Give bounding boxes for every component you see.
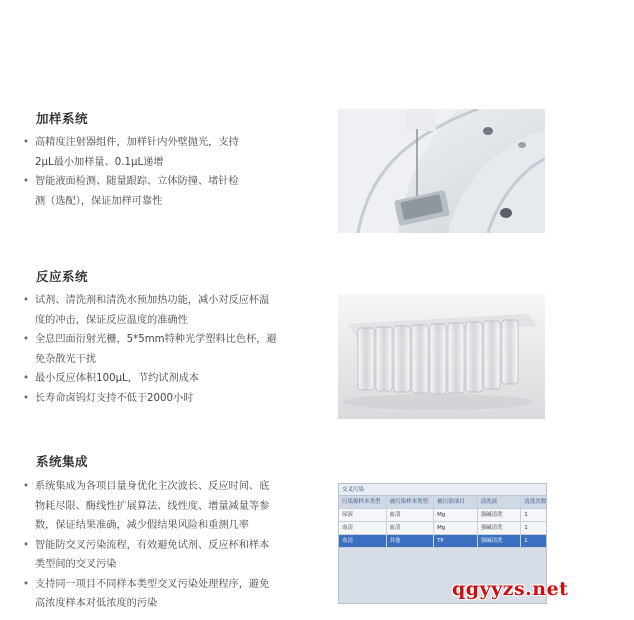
section-title: 系统集成 xyxy=(36,454,89,469)
bullet-item: • 长寿命卤钨灯支持不低于2000小时 xyxy=(22,389,312,409)
bullet-item: • 智能防交叉污染流程，有效避免试剂、反应杯和样本 类型间的交叉污染 xyxy=(22,536,312,575)
table-cell: 强碱清洗 xyxy=(478,535,522,547)
section-title: 加样系统 xyxy=(36,111,89,126)
table-header-cell[interactable]: 清洗次数 xyxy=(524,499,546,505)
table-cell: 血清 xyxy=(339,522,387,534)
bullet-list xyxy=(22,133,312,211)
bullet-list xyxy=(22,477,312,614)
table-row-selected[interactable] xyxy=(339,535,546,548)
table-cell: 1 xyxy=(524,512,528,518)
section-title: 反应系统 xyxy=(36,269,89,284)
table-cell: 血清 xyxy=(387,509,435,521)
cuvette-photo xyxy=(338,294,545,419)
table-header-cell[interactable]: 被污染项目 xyxy=(434,496,478,508)
bullet-item: • 全息凹面衍射光栅，5*5mm特种光学塑料比色杯，避 免杂散光干扰 xyxy=(22,330,312,369)
table-cell: 强碱清洗 xyxy=(478,509,522,521)
table-cell: 尿液 xyxy=(339,509,387,521)
watermark-text: qgyyzs.net xyxy=(452,578,569,600)
table-cell: 血清 xyxy=(339,535,387,547)
table-header-cell[interactable]: 污染源样本类型 xyxy=(339,496,387,508)
bullet-item: • 智能液面检测、随量跟踪、立体防撞、堵针检 测（选配），保证加样可靠性 xyxy=(22,172,312,211)
table-cell: 其他 xyxy=(387,535,435,547)
table-header-row xyxy=(339,496,546,509)
bullet-item: • 支持同一项目不同样本类型交叉污染处理程序，避免 高浓度样本对低浓度的污染 xyxy=(22,575,312,614)
bullet-item: • 最小反应体积100μL，节约试剂成本 xyxy=(22,369,312,389)
table-row[interactable] xyxy=(339,509,546,522)
table-header-cell[interactable]: 清洗液 xyxy=(478,496,522,508)
table-cell: 1 xyxy=(524,538,528,544)
table-cell: Mg xyxy=(434,522,478,534)
table-cell: 强碱清洗 xyxy=(478,522,522,534)
table-cell: TP xyxy=(434,535,478,547)
bullet-item: • 高精度注射器组件，加样针内外壁抛光，支持 2μL最小加样量、0.1μL递增 xyxy=(22,133,312,172)
bullet-list xyxy=(22,291,312,408)
bullet-item: • 系统集成为各项目量身优化主次波长、反应时间、底 物耗尽限、酶线性扩展算法、线性度、增量减量等参 数，保证结果准确，减少假结果风险和重测几率 xyxy=(22,477,312,536)
table-row[interactable] xyxy=(339,522,546,535)
table-cell: 1 xyxy=(524,525,528,531)
table-header-cell[interactable]: 被污染样本类型 xyxy=(387,496,435,508)
table-cell: Mg xyxy=(434,509,478,521)
table-title: 交叉污染 xyxy=(339,484,546,496)
table-cell: 血清 xyxy=(387,522,435,534)
bullet-item: • 试剂、清洗剂和清洗水预加热功能，减小对反应杯温 度的冲击，保证反应温度的准确性 xyxy=(22,291,312,330)
sample-probe-photo xyxy=(338,109,545,233)
